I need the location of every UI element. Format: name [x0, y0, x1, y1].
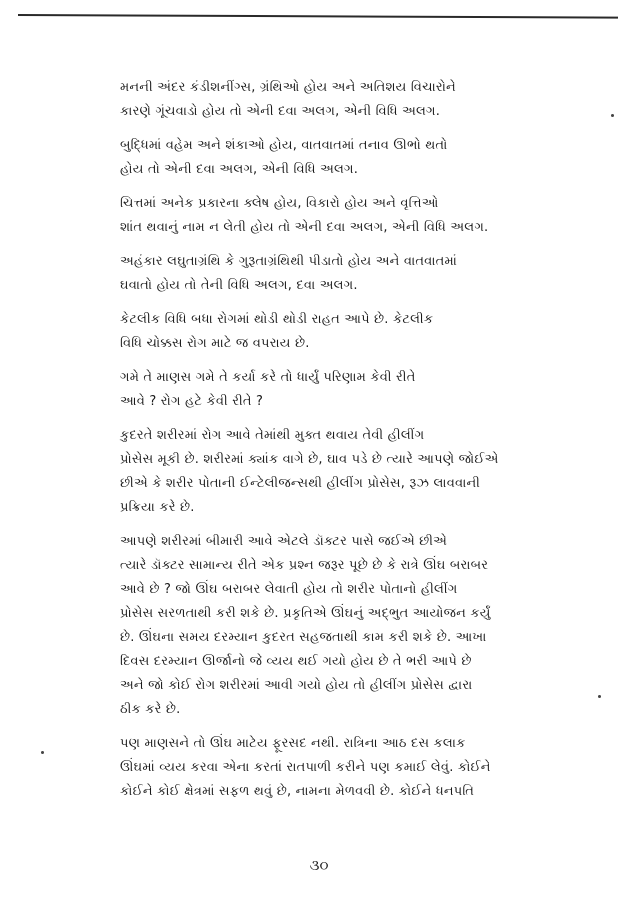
text-line: બુદ્ધિમાં વહેમ અને શંકાઓ હોય, વાતવાતમાં તનાવ ઊભો થતો [120, 138, 448, 153]
text-line: પ્રક્રિયા કરે છે. [120, 500, 195, 515]
text-line: પ્રોસેસ સરળતાથી કરી શકે છે. પ્રકૃતિએ ઊંઘનું અદ્‌ભુત આયોજન કર્યું [120, 606, 491, 621]
text-line: ચિત્તમાં અનેક પ્રકારના ક્લેષ હોય, વિકારો હોય અને વૃત્તિઓ [120, 196, 439, 211]
text-line: આપણે શરીરમાં બીમારી આવે એટલે ડૉક્ટર પાસે જઈએ છીએ [120, 534, 448, 549]
text-line: શાંત થવાનું નામ ન લેતી હોય તો એની દવા અલગ, એની વિધિ અલગ. [120, 220, 489, 235]
paragraph [86, 134, 548, 182]
text-line: મનની અંદર કંડીશનીંગ્સ, ગ્રંથિઓ હોય અને અતિશય વિચારોને [120, 80, 456, 95]
paragraph [86, 424, 548, 520]
text-line: ઘવાતો હોય તો તેની વિધિ અલગ, દવા અલગ. [120, 278, 358, 293]
page-body [86, 76, 548, 814]
text-line: અહંકાર લઘુતાગ્રંથિ કે ગુરૂતાગ્રંથિથી પીડાતો હોય અને વાતવાતમાં [120, 254, 458, 269]
text-line: છે. ઊંઘના સમય દરમ્યાન કુદરત સહજતાથી કામ કરી શકે છે. આખા [120, 630, 487, 645]
text-line: દિવસ દરમ્યાન ઊર્જાનો જે વ્યય થઈ ગયો હોય છે તે ભરી આપે છે [120, 654, 472, 669]
scan-speck [611, 114, 614, 117]
paragraph [86, 366, 548, 414]
text-line: કુદરતે શરીરમાં રોગ આવે તેમાંથી મુક્ત થવાય તેવી હીલીંગ [120, 428, 425, 443]
text-line: અને જો કોઈ રોગ શરીરમાં આવી ગયો હોય તો હીલીંગ પ્રોસેસ દ્વારા [120, 678, 473, 693]
text-line: છીએ કે શરીર પોતાની ઈન્ટેલીજન્સથી હીલીંગ પ્રોસેસ, રૂઝ લાવવાની [120, 476, 481, 491]
scan-speck [41, 751, 44, 754]
top-rule [18, 14, 618, 19]
text-line: વિધિ ચોક્કસ રોગ માટે જ વપરાય છે. [120, 336, 310, 351]
text-line: ઠીક કરે છે. [120, 702, 181, 717]
paragraph [86, 732, 548, 804]
scan-speck [598, 695, 601, 698]
text-line: કારણે ગૂંચવાડો હોય તો એની દવા અલગ, એની વિધિ અલગ. [120, 104, 441, 119]
text-line: ત્યારે ડૉક્ટર સામાન્ય રીતે એક પ્રશ્ન જરૂર પૂછે છે કે રાત્રે ઊંઘ બરાબર [120, 558, 489, 573]
paragraph [86, 308, 548, 356]
paragraph [86, 250, 548, 298]
paragraph [86, 192, 548, 240]
paragraph [86, 530, 548, 722]
text-line: આવે છે ? જો ઊંઘ બરાબર લેવાતી હોય તો શરીર પોતાનો હીલીંગ [120, 582, 458, 597]
text-line: ઊંઘમાં વ્યય કરવા એના કરતાં રાતપાળી કરીને પણ કમાઈ લેવું. કોઈને [120, 760, 491, 775]
text-line: પ્રોસેસ મૂકી છે. શરીરમાં ક્યાંક વાગે છે, ઘાવ પડે છે ત્યારે આપણે જોઈએ [120, 452, 499, 467]
text-line: આવે ? રોગ હટે કેવી રીતે ? [120, 394, 264, 409]
text-line: પણ માણસને તો ઊંઘ માટેય ફૂરસદ નથી. રાત્રિના આઠ દસ કલાક [120, 736, 466, 751]
text-line: ગમે તે માણસ ગમે તે કર્યા કરે તો ધાર્યું પરિણામ કેવી રીતે [120, 370, 416, 385]
paragraph [86, 76, 548, 124]
text-line: કોઈને કોઈ ક્ષેત્રમાં સફળ થવું છે, નામના મેળવવી છે. કોઈને ધનપતિ [120, 784, 475, 799]
text-line: હોય તો એની દવા અલગ, એની વિધિ અલગ. [120, 162, 359, 177]
text-line: કેટલીક વિધિ બધા રોગમાં થોડી થોડી રાહત આપે છે. કેટલીક [120, 312, 434, 327]
page-number: ૩૦ [309, 856, 329, 874]
